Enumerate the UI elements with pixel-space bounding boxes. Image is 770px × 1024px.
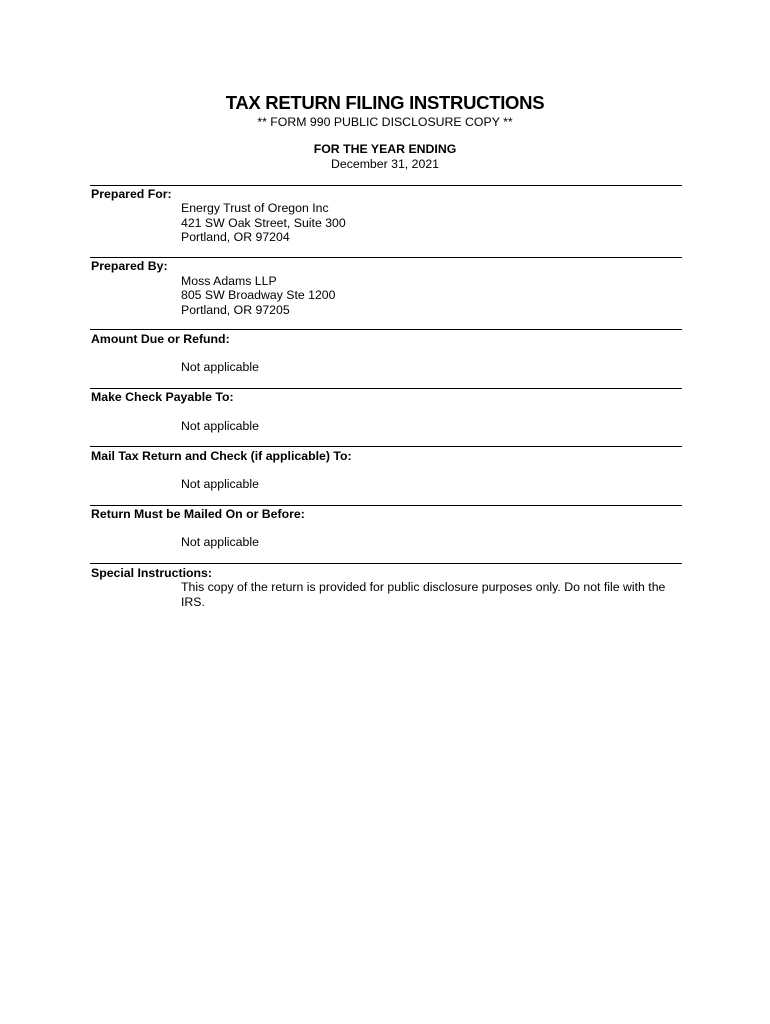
prepared-by-line: 805 SW Broadway Ste 1200	[181, 288, 336, 302]
mail-by-label: Return Must be Mailed On or Before:	[91, 507, 305, 521]
year-ending-date: December 31, 2021	[330, 157, 439, 171]
prepared-for-line: Portland, OR 97204	[181, 230, 290, 244]
section-divider	[90, 329, 682, 330]
section-divider	[90, 185, 682, 186]
check-payable-label: Make Check Payable To:	[91, 390, 234, 404]
mail-to-value: Not applicable	[181, 477, 259, 491]
prepared-by-line: Moss Adams LLP	[181, 273, 277, 288]
prepared-for-label: Prepared For:	[91, 187, 172, 201]
prepared-by-label: Prepared By:	[91, 259, 168, 273]
special-instructions-label: Special Instructions:	[91, 566, 212, 580]
section-divider	[90, 446, 682, 447]
mail-by-value: Not applicable	[181, 535, 259, 549]
section-divider	[90, 388, 682, 389]
check-payable-value: Not applicable	[181, 419, 259, 433]
year-ending-label: FOR THE YEAR ENDING	[313, 142, 457, 156]
special-instructions-text: This copy of the return is provided for public disclosure purposes only. Do not file with the IRS.	[181, 580, 666, 609]
prepared-for-line: 421 SW Oak Street, Suite 300	[181, 215, 346, 230]
prepared-for-line: Energy Trust of Oregon Inc	[181, 201, 329, 215]
amount-due-value: Not applicable	[181, 360, 259, 374]
section-divider	[90, 505, 682, 506]
amount-due-label: Amount Due or Refund:	[91, 332, 230, 346]
document-title: TAX RETURN FILING INSTRUCTIONS	[225, 92, 545, 113]
section-divider	[90, 563, 682, 564]
prepared-by-line: Portland, OR 97205	[181, 302, 290, 317]
document-subtitle: ** FORM 990 PUBLIC DISCLOSURE COPY **	[257, 115, 513, 129]
mail-to-label: Mail Tax Return and Check (if applicable) To:	[91, 449, 352, 463]
section-divider	[90, 257, 682, 258]
